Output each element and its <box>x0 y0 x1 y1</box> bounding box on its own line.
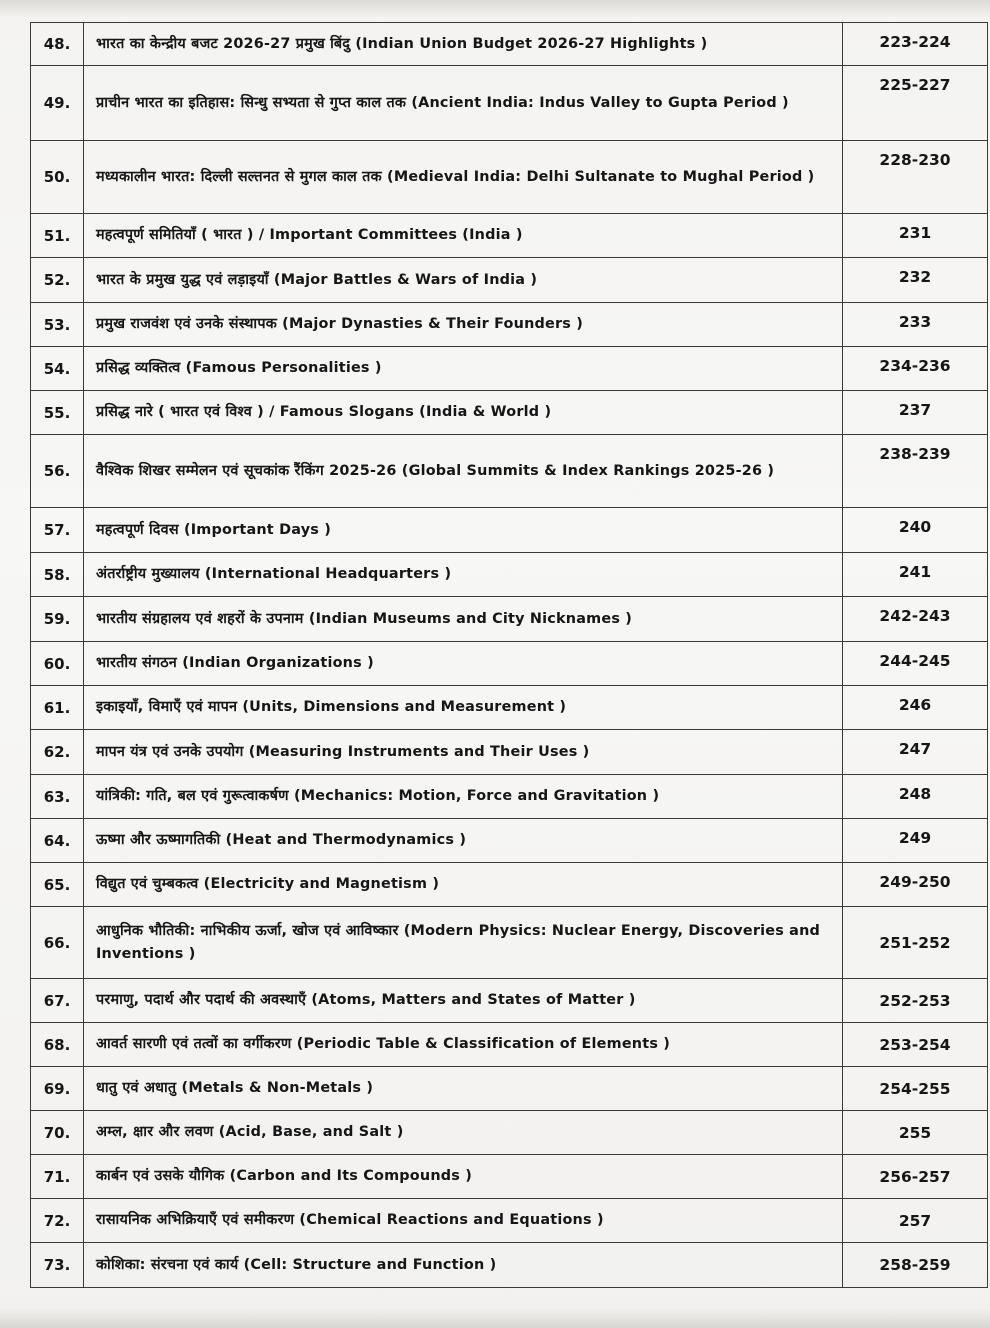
row-pages: 240 <box>843 508 988 553</box>
table-row <box>31 553 988 597</box>
row-topic: भारत का केन्द्रीय बजट 2026-27 प्रमुख बिंदु (Indian Union Budget 2026-27 Highlights ) <box>84 23 843 66</box>
row-number: 60. <box>31 642 84 686</box>
row-topic: प्रसिद्ध नारे ( भारत एवं विश्व ) / Famous Slogans (India & World ) <box>84 391 843 435</box>
row-pages: 234-236 <box>843 347 988 391</box>
row-number: 70. <box>31 1111 84 1155</box>
row-topic: आवर्त सारणी एवं तत्वों का वर्गीकरण (Periodic Table & Classification of Elements ) <box>84 1023 843 1067</box>
row-pages: 225-227 <box>843 66 988 141</box>
row-pages: 258-259 <box>843 1243 988 1288</box>
table-row <box>31 1243 988 1288</box>
row-number: 53. <box>31 303 84 347</box>
table-row <box>31 979 988 1023</box>
table-row <box>31 66 988 141</box>
table-row <box>31 508 988 553</box>
table-row <box>31 642 988 686</box>
row-pages: 233 <box>843 303 988 347</box>
table-row <box>31 1111 988 1155</box>
table-row <box>31 686 988 730</box>
row-topic: महत्वपूर्ण समितियाँ ( भारत ) / Important Committees (India ) <box>84 214 843 258</box>
row-topic: मध्यकालीन भारत: दिल्ली सल्तनत से मुगल काल तक (Medieval India: Delhi Sultanate to Mughal Period ) <box>84 141 843 214</box>
row-number: 58. <box>31 553 84 597</box>
row-pages: 252-253 <box>843 979 988 1023</box>
row-number: 67. <box>31 979 84 1023</box>
row-topic: परमाणु, पदार्थ और पदार्थ की अवस्थाएँ (Atoms, Matters and States of Matter ) <box>84 979 843 1023</box>
row-topic: प्रमुख राजवंश एवं उनके संस्थापक (Major Dynasties & Their Founders ) <box>84 303 843 347</box>
row-pages: 241 <box>843 553 988 597</box>
row-topic: धातु एवं अधातु (Metals & Non-Metals ) <box>84 1067 843 1111</box>
table-of-contents <box>30 22 988 1288</box>
row-pages: 255 <box>843 1111 988 1155</box>
table-row <box>31 435 988 508</box>
row-pages: 257 <box>843 1199 988 1243</box>
row-pages: 246 <box>843 686 988 730</box>
table-row <box>31 1023 988 1067</box>
row-number: 64. <box>31 819 84 863</box>
table-row <box>31 775 988 819</box>
row-number: 65. <box>31 863 84 907</box>
row-number: 63. <box>31 775 84 819</box>
row-pages: 253-254 <box>843 1023 988 1067</box>
row-number: 56. <box>31 435 84 508</box>
row-number: 69. <box>31 1067 84 1111</box>
row-topic: अंतर्राष्ट्रीय मुख्यालय (International Headquarters ) <box>84 553 843 597</box>
table-row <box>31 391 988 435</box>
row-pages: 247 <box>843 730 988 775</box>
row-topic: रासायनिक अभिक्रियाएँ एवं समीकरण (Chemical Reactions and Equations ) <box>84 1199 843 1243</box>
table-row <box>31 347 988 391</box>
row-topic: महत्वपूर्ण दिवस (Important Days ) <box>84 508 843 553</box>
page-shadow-top <box>0 0 990 18</box>
row-number: 51. <box>31 214 84 258</box>
table-row <box>31 1199 988 1243</box>
row-topic: इकाइयाँ, विमाएँ एवं मापन (Units, Dimensions and Measurement ) <box>84 686 843 730</box>
row-topic: कार्बन एवं उसके यौगिक (Carbon and Its Compounds ) <box>84 1155 843 1199</box>
row-number: 59. <box>31 597 84 642</box>
table-row <box>31 23 988 66</box>
row-number: 68. <box>31 1023 84 1067</box>
table-row <box>31 730 988 775</box>
row-pages: 242-243 <box>843 597 988 642</box>
row-pages: 228-230 <box>843 141 988 214</box>
table-row <box>31 303 988 347</box>
row-number: 49. <box>31 66 84 141</box>
table-row <box>31 1067 988 1111</box>
row-number: 72. <box>31 1199 84 1243</box>
row-pages: 251-252 <box>843 907 988 979</box>
table-row <box>31 258 988 303</box>
row-topic: विद्युत एवं चुम्बकत्व (Electricity and Magnetism ) <box>84 863 843 907</box>
row-topic: भारतीय संग्रहालय एवं शहरों के उपनाम (Indian Museums and City Nicknames ) <box>84 597 843 642</box>
row-number: 50. <box>31 141 84 214</box>
table-row <box>31 597 988 642</box>
row-topic: आधुनिक भौतिकी: नाभिकीय ऊर्जा, खोज एवं आविष्कार (Modern Physics: Nuclear Energy, Discoveries and Inventions ) <box>84 907 843 979</box>
row-number: 73. <box>31 1243 84 1288</box>
row-number: 61. <box>31 686 84 730</box>
table-row <box>31 819 988 863</box>
page-shadow-bottom <box>0 1308 990 1328</box>
row-topic: भारतीय संगठन (Indian Organizations ) <box>84 642 843 686</box>
row-number: 66. <box>31 907 84 979</box>
row-pages: 231 <box>843 214 988 258</box>
row-pages: 237 <box>843 391 988 435</box>
row-pages: 223-224 <box>843 23 988 66</box>
row-pages: 244-245 <box>843 642 988 686</box>
row-pages: 238-239 <box>843 435 988 508</box>
row-topic: अम्ल, क्षार और लवण (Acid, Base, and Salt ) <box>84 1111 843 1155</box>
row-pages: 249 <box>843 819 988 863</box>
table-row <box>31 214 988 258</box>
table-row <box>31 141 988 214</box>
table-row <box>31 1155 988 1199</box>
row-number: 55. <box>31 391 84 435</box>
row-pages: 254-255 <box>843 1067 988 1111</box>
table-row <box>31 907 988 979</box>
table-row <box>31 863 988 907</box>
row-number: 71. <box>31 1155 84 1199</box>
row-pages: 249-250 <box>843 863 988 907</box>
row-topic: मापन यंत्र एवं उनके उपयोग (Measuring Instruments and Their Uses ) <box>84 730 843 775</box>
row-pages: 256-257 <box>843 1155 988 1199</box>
row-topic: ऊष्मा और ऊष्मागतिकी (Heat and Thermodynamics ) <box>84 819 843 863</box>
row-number: 54. <box>31 347 84 391</box>
row-topic: प्राचीन भारत का इतिहास: सिन्धु सभ्यता से गुप्त काल तक (Ancient India: Indus Valley to Gupta Period ) <box>84 66 843 141</box>
row-topic: भारत के प्रमुख युद्ध एवं लड़ाइयाँ (Major Battles & Wars of India ) <box>84 258 843 303</box>
row-number: 57. <box>31 508 84 553</box>
row-topic: यांत्रिकी: गति, बल एवं गुरूत्वाकर्षण (Mechanics: Motion, Force and Gravitation ) <box>84 775 843 819</box>
row-pages: 248 <box>843 775 988 819</box>
row-topic: वैश्विक शिखर सम्मेलन एवं सूचकांक रैंकिंग 2025-26 (Global Summits & Index Rankings 2025-26 ) <box>84 435 843 508</box>
row-topic: प्रसिद्ध व्यक्तित्व (Famous Personalities ) <box>84 347 843 391</box>
row-pages: 232 <box>843 258 988 303</box>
row-number: 48. <box>31 23 84 66</box>
row-number: 62. <box>31 730 84 775</box>
row-topic: कोशिका: संरचना एवं कार्य (Cell: Structure and Function ) <box>84 1243 843 1288</box>
row-number: 52. <box>31 258 84 303</box>
